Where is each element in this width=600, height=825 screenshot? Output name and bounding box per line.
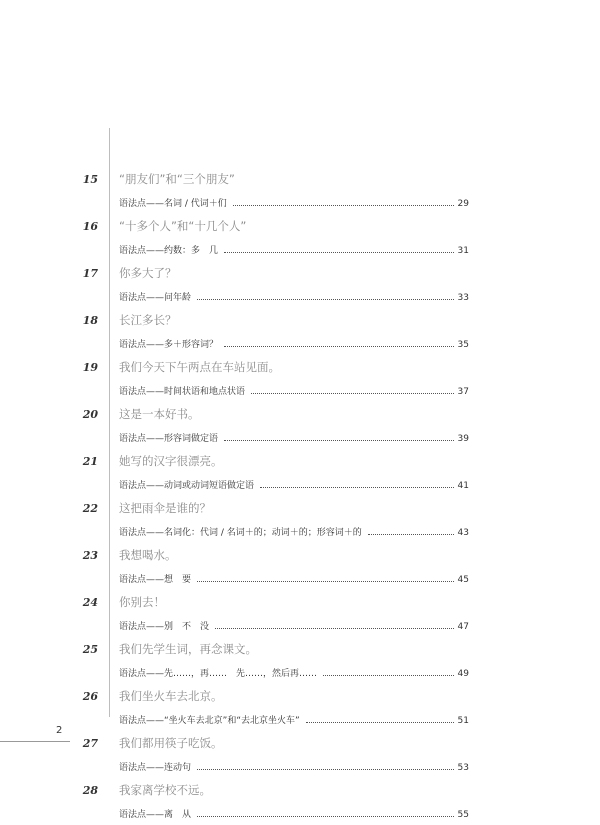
- dot-leader: [251, 393, 454, 394]
- page-number: 51: [457, 716, 469, 726]
- lesson-number: 21: [82, 455, 98, 468]
- page-number: 35: [457, 340, 469, 350]
- page-number: 55: [457, 810, 469, 820]
- lesson-number: 24: [82, 596, 98, 609]
- toc-entry[interactable]: [0, 355, 600, 402]
- grammar-point-line: [119, 289, 469, 303]
- lesson-number: 26: [82, 690, 98, 703]
- dot-leader: [306, 722, 454, 723]
- grammar-point-line: [119, 242, 469, 256]
- grammar-point-text: 语法点——连动句: [119, 763, 192, 773]
- grammar-point-line: [119, 383, 469, 397]
- lesson-title: 这把雨伞是谁的？: [119, 501, 211, 515]
- lesson-title: 我想喝水。: [119, 548, 177, 562]
- lesson-title: 长江多长？: [119, 313, 177, 327]
- grammar-point-line: [119, 712, 469, 726]
- toc-entry[interactable]: [0, 731, 600, 778]
- footer-rule: [0, 741, 70, 742]
- grammar-point-text: 语法点——问年龄: [119, 293, 192, 303]
- grammar-point-text: 语法点——多＋形容词？: [119, 340, 219, 350]
- grammar-point-text: 语法点——别 不 没: [119, 622, 210, 632]
- grammar-point-text: 语法点——离 从: [119, 810, 192, 820]
- dot-leader: [260, 487, 454, 488]
- page-number: 49: [457, 669, 469, 679]
- lesson-number: 17: [82, 267, 98, 280]
- dot-leader: [368, 534, 454, 535]
- lesson-title: “十多个人”和“十几个人”: [119, 219, 247, 233]
- grammar-point-line: [119, 759, 469, 773]
- lesson-title: 你别去！: [119, 595, 165, 609]
- table-of-contents: [0, 167, 600, 825]
- page-number: 47: [457, 622, 469, 632]
- lesson-number: 15: [82, 173, 98, 186]
- lesson-title: 我家离学校不远。: [119, 783, 211, 797]
- page-number: 41: [457, 481, 469, 491]
- toc-entry[interactable]: [0, 261, 600, 308]
- dot-leader: [323, 675, 454, 676]
- grammar-point-line: [119, 477, 469, 491]
- grammar-point-line: [119, 618, 469, 632]
- dot-leader: [224, 440, 454, 441]
- page-number: 33: [457, 293, 469, 303]
- lesson-title: 我们今天下午两点在车站见面。: [119, 360, 280, 374]
- grammar-point-text: 语法点——形容词做定语: [119, 434, 219, 444]
- page-number: 29: [457, 199, 469, 209]
- page-number: 39: [457, 434, 469, 444]
- grammar-point-text: 语法点——动词或动词短语做定语: [119, 481, 255, 491]
- grammar-point-line: [119, 806, 469, 820]
- lesson-title: 我们都用筷子吃饭。: [119, 736, 223, 750]
- lesson-title: 她写的汉字很漂亮。: [119, 454, 223, 468]
- grammar-point-line: [119, 430, 469, 444]
- toc-entry[interactable]: [0, 402, 600, 449]
- grammar-point-line: [119, 524, 469, 538]
- grammar-point-text: 语法点——想 要: [119, 575, 192, 585]
- footer-page-number: 2: [56, 725, 63, 736]
- page-number: 37: [457, 387, 469, 397]
- lesson-title: 你多大了？: [119, 266, 177, 280]
- page-number: 45: [457, 575, 469, 585]
- page-number: 43: [457, 528, 469, 538]
- grammar-point-text: 语法点——时间状语和地点状语: [119, 387, 246, 397]
- lesson-number: 16: [82, 220, 98, 233]
- toc-entry[interactable]: [0, 308, 600, 355]
- dot-leader: [233, 205, 454, 206]
- grammar-point-text: 语法点——“坐火车去北京”和“去北京坐火车”: [119, 716, 300, 726]
- dot-leader: [224, 346, 454, 347]
- lesson-number: 22: [82, 502, 98, 515]
- lesson-title: 这是一本好书。: [119, 407, 200, 421]
- dot-leader: [224, 252, 454, 253]
- lesson-title: 我们先学生词，再念课文。: [119, 642, 257, 656]
- toc-entry[interactable]: [0, 543, 600, 590]
- grammar-point-text: 语法点——约数：多 几: [119, 246, 219, 256]
- grammar-point-text: 语法点——先……，再…… 先……，然后再……: [119, 669, 318, 679]
- lesson-number: 20: [82, 408, 98, 421]
- page-number: 31: [457, 246, 469, 256]
- toc-entry[interactable]: [0, 167, 600, 214]
- lesson-number: 25: [82, 643, 98, 656]
- lesson-number: 27: [82, 737, 98, 750]
- grammar-point-text: 语法点——名词 / 代词＋们: [119, 199, 227, 209]
- lesson-number: 18: [82, 314, 98, 327]
- toc-entry[interactable]: [0, 449, 600, 496]
- toc-entry[interactable]: [0, 590, 600, 637]
- dot-leader: [197, 299, 454, 300]
- toc-entry[interactable]: [0, 496, 600, 543]
- grammar-point-text: 语法点——名词化：代词 / 名词＋的；动词＋的；形容词＋的: [119, 528, 362, 538]
- dot-leader: [197, 816, 454, 817]
- dot-leader: [197, 769, 454, 770]
- dot-leader: [215, 628, 454, 629]
- grammar-point-line: [119, 571, 469, 585]
- page-number: 53: [457, 763, 469, 773]
- toc-entry[interactable]: [0, 778, 600, 825]
- lesson-title: 我们坐火车去北京。: [119, 689, 223, 703]
- toc-entry[interactable]: [0, 214, 600, 261]
- toc-entry[interactable]: [0, 684, 600, 731]
- lesson-number: 23: [82, 549, 98, 562]
- lesson-title: “朋友们”和“三个朋友”: [119, 172, 235, 186]
- grammar-point-line: [119, 665, 469, 679]
- lesson-number: 28: [82, 784, 98, 797]
- grammar-point-line: [119, 195, 469, 209]
- lesson-number: 19: [82, 361, 98, 374]
- toc-entry[interactable]: [0, 637, 600, 684]
- grammar-point-line: [119, 336, 469, 350]
- dot-leader: [197, 581, 454, 582]
